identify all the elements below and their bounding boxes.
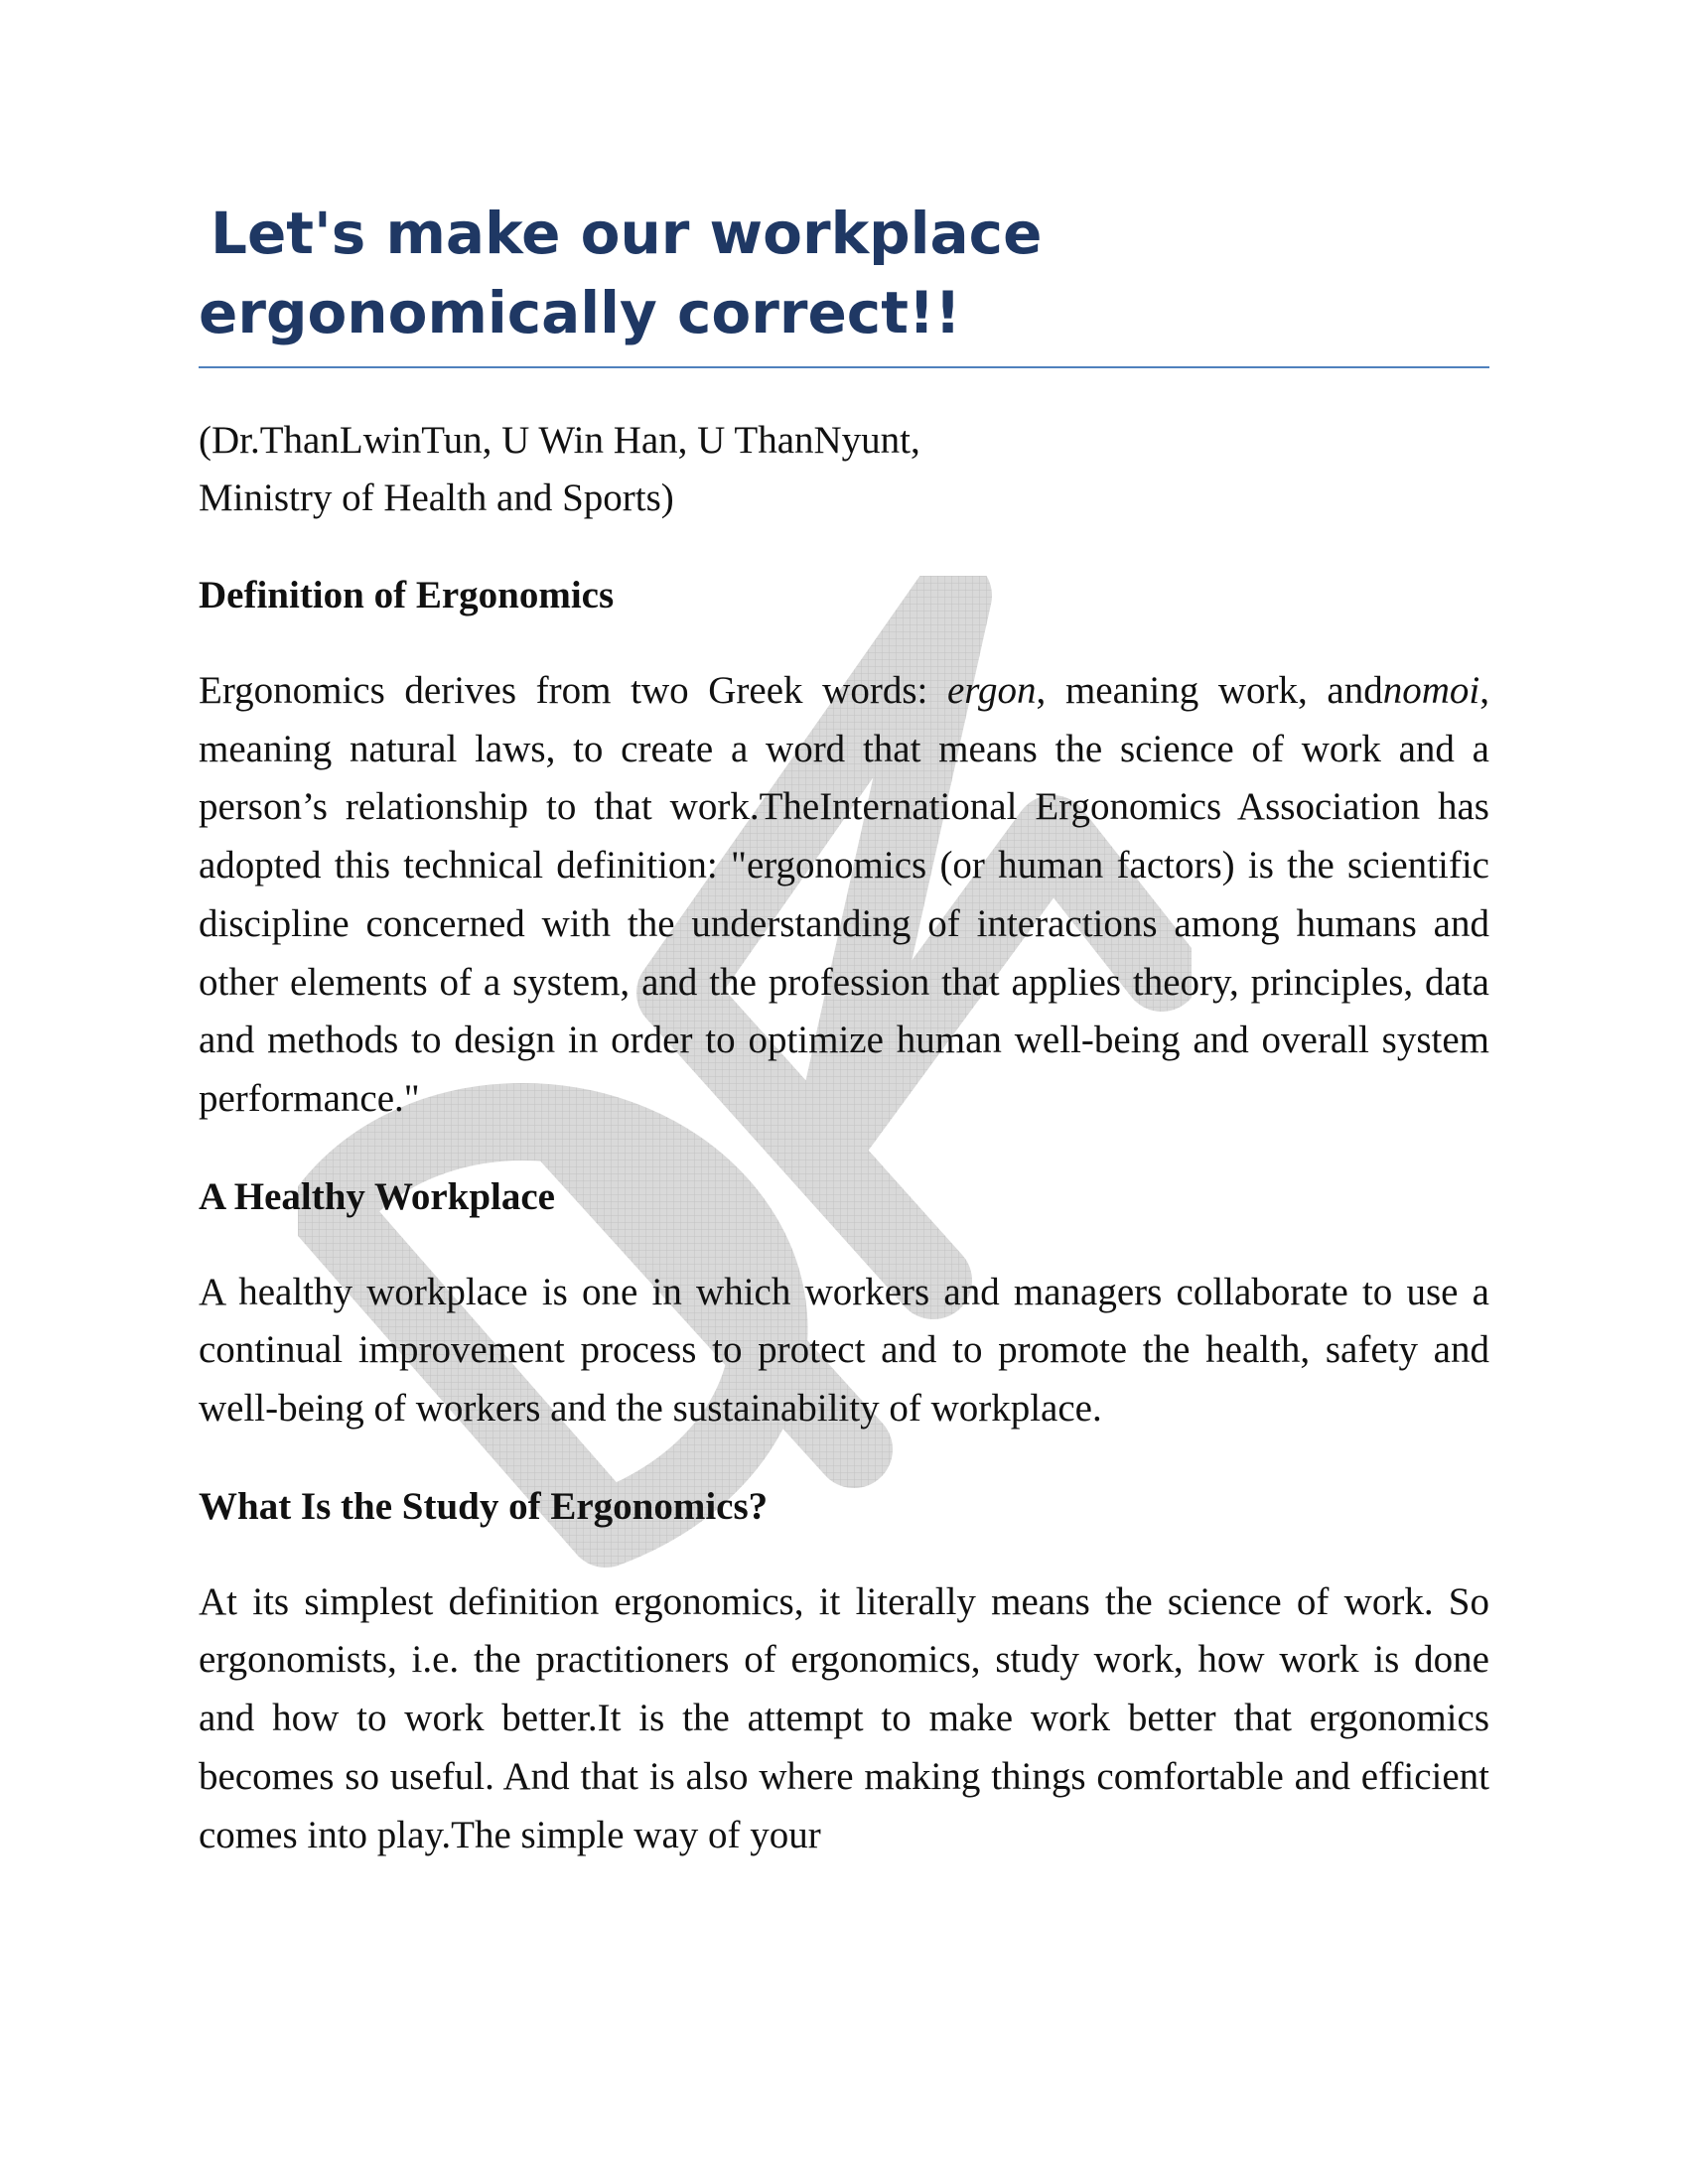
section-heading-study-of-ergonomics: What Is the Study of Ergonomics? bbox=[199, 1484, 769, 1528]
document-title: Let's make our workplace ergonomically correct!! bbox=[199, 194, 1489, 368]
section-text-study-of-ergonomics: At its simplest definition ergonomics, it literally means the science of work. So ergonomists, i.e. the practitioners of ergonomics, study work, how work is done and how to work better.It is the attempt to make work better that ergonomics becomes so useful. And that is also where making things comfortable and efficient comes into play.The simple way of your bbox=[199, 1579, 1489, 1856]
authors-affiliation: Ministry of Health and Sports) bbox=[199, 477, 674, 519]
section-heading-healthy-workplace: A Healthy Workplace bbox=[199, 1174, 555, 1218]
definition-italic-ergon: ergon bbox=[947, 669, 1037, 712]
section-text-healthy-workplace: A healthy workplace is one in which workers and managers collaborate to use a continual improvement process to protect and to promote the health, safety and well-being of workers and the sustainability of workplace. bbox=[199, 1270, 1489, 1431]
definition-text-part2: , meaning work, and bbox=[1036, 669, 1383, 712]
section-text-definition bbox=[199, 662, 1489, 1129]
definition-italic-nomoi: nomoi bbox=[1382, 669, 1480, 712]
authors-block bbox=[199, 412, 1489, 527]
authors-names: (Dr.ThanLwinTun, U Win Han, U ThanNyunt, bbox=[199, 419, 920, 462]
definition-text-part1: Ergonomics derives from two Greek words: bbox=[199, 669, 947, 712]
document-content bbox=[199, 194, 1489, 1864]
section-heading-definition: Definition of Ergonomics bbox=[199, 574, 615, 616]
definition-text-part3: , meaning natural laws, to create a word that means the science of work and a person’s relationship to that work.TheInternational Ergonomics Association has adopted this technical definition: "ergonomics (or human factors) is the scientific discipline concerned with the understanding of interactions among humans and other elements of a system, and the profession that applies theory, principles, data and methods to design in order to optimize human well-being and overall system performance." bbox=[199, 669, 1489, 1120]
